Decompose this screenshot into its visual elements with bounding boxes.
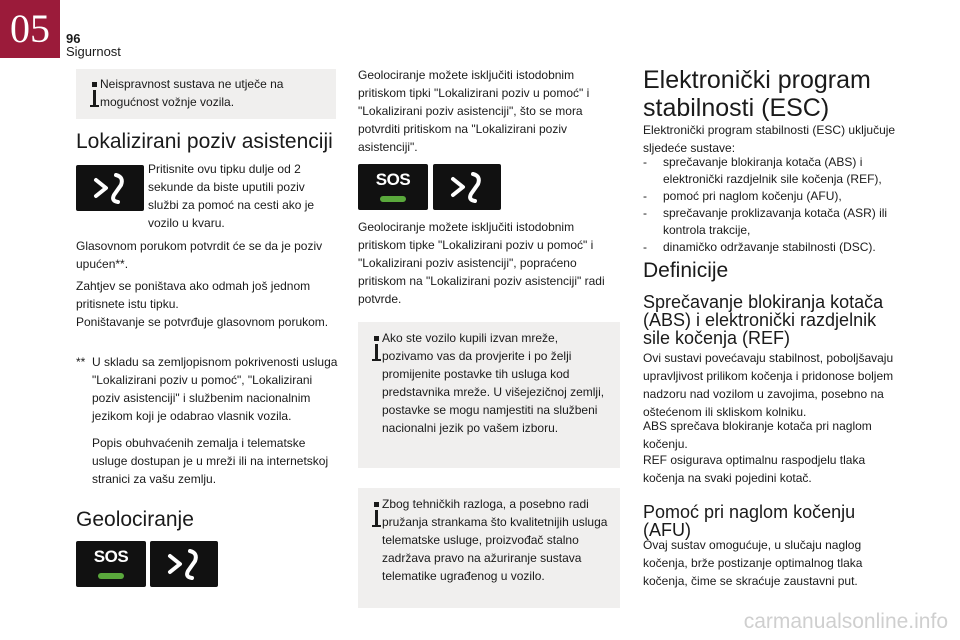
assistance-call-button-image: [76, 165, 144, 211]
heading-afu: Pomoć pri naglom kočenju (AFU): [643, 502, 856, 540]
sos-label: SOS: [93, 547, 129, 566]
info-note-abroad: [358, 322, 620, 468]
assistance-button-description: Pritisnite ovu tipku dulje od 2 sekunde da biste uputili poziv službi za pomoć na cesti ako je vozilo u kvaru.: [148, 162, 315, 230]
heading-abs-ref: Sprečavanje blokiranja kotača (ABS) i elektronički razdjelnik sile kočenja (REF): [643, 292, 884, 348]
abs-description-2: ABS sprečava blokiranje kotača pri naglom kočenju.: [643, 419, 872, 451]
list-item: - dinamičko održavanje stabilnosti (DSC).: [643, 240, 876, 254]
assistance-wrench-icon: [76, 165, 144, 211]
heading-definitions: Definicije: [643, 259, 729, 282]
assistance-wrench-icon: [433, 164, 501, 210]
sos-led-indicator: [380, 196, 406, 202]
assistance-button-image-3: [433, 164, 501, 210]
info-note-abroad-text: Ako ste vozilo kupili izvan mreže, pozivamo vas da provjerite i po želji promijenite postavke tih usluga kod predstavnika mreže. U višejezičnoj zemlji, postavke se mogu namjestiti na službeni nacionalni jezik po vašem izboru.: [382, 331, 605, 435]
info-note: [76, 69, 336, 119]
list-item: - pomoć pri naglom kočenju (AFU),: [643, 189, 842, 203]
geolocation-text-2: Geolociranje možete isključiti istodobnim pritiskom tipke "Lokalizirani poziv u pomoć" i "Lokalizirani poziv asistenciji", popraćeno pritiskom na "Lokalizirani poziv asistenciji" radi potvrde.: [358, 220, 605, 306]
heading-assistance-call: Lokalizirani poziv asistenciji: [76, 130, 333, 153]
info-note-text: Neispravnost sustava ne utječe na mogućnost vožnje vozila.: [100, 77, 284, 109]
sos-button-image: [76, 541, 146, 587]
cancel-text: Zahtjev se poništava ako odmah još jednom pritisnete istu tipku.: [76, 279, 311, 311]
esc-intro: Elektronički program stabilnosti (ESC) uključuje sljedeće sustave:: [643, 123, 896, 155]
sos-led-indicator: [98, 573, 124, 579]
voice-confirm-text: Glasovnom porukom potvrdit će se da je poziv upućen**.: [76, 239, 323, 271]
info-note-technical-text: Zbog tehničkih razloga, a posebno radi pružanja strankama što kvalitetnijih usluga telematske usluge, proizvođač stalno zadržava pravo na ažuriranje sustava telematike ugrađenog u vozilo.: [382, 497, 608, 583]
abs-description: Ovi sustavi povećavaju stabilnost, poboljšavaju upravljivost prilikom kočenja i pridonose boljem nadzoru nad vozilom u zavojima, posebno na oštećenom ili skliskom kolniku.: [643, 351, 894, 419]
assistance-wrench-icon: [150, 541, 218, 587]
section-name: Sigurnost: [66, 44, 121, 59]
watermark: carmanualsonline.info: [743, 610, 948, 633]
assistance-button-image-2: [150, 541, 218, 587]
list-item: - sprečavanje proklizavanja kotača (ASR) ili kontrola trakcije,: [643, 206, 888, 237]
footnote-marker: **: [76, 355, 86, 369]
sos-label: SOS: [375, 170, 411, 189]
info-note-technical: [358, 488, 620, 608]
heading-esc: Elektronički program stabilnosti (ESC): [643, 66, 871, 122]
ref-description: REF osigurava optimalnu raspodjelu tlaka kočenja na svaki pojedini kotač.: [643, 453, 866, 485]
footnote-text-2: Popis obuhvaćenih zemalja i telematske usluge dostupan je u mreži ili na internetskoj stranici za vašu zemlju.: [92, 436, 329, 486]
heading-geolocation: Geolociranje: [76, 508, 194, 531]
page-number: 96: [66, 31, 81, 46]
chapter-number-tab: 05: [0, 0, 60, 58]
geolocation-text-1: Geolociranje možete isključiti istodobnim pritiskom tipki "Lokalizirani poziv u pomoć" i "Lokalizirani poziv asistenciji", što se mora potvrditi pritiskom na "Lokalizirani poziv asistenciji".: [358, 68, 590, 154]
esc-systems-list: [643, 154, 909, 256]
cancel-confirm-text: Poništavanje se potvrđuje glasovnom porukom.: [76, 315, 329, 329]
list-item: - sprečavanje blokiranja kotača (ABS) i elektronički razdjelnik sile kočenja (REF),: [643, 155, 882, 186]
afu-description: Ovaj sustav omogućuje, u slučaju naglog kočenja, brže postizanje optimalnog tlaka kočenja, čime se skraćuje zaustavni put.: [643, 538, 863, 588]
footnote-text: U skladu sa zemljopisnom pokrivenosti usluga "Lokalizirani poziv u pomoć", "Lokalizirani poziv asistenciji" i službenim nacionalnim jezikom koji je odabrao vlasnik vozila.: [92, 355, 338, 423]
sos-button-image-2: [358, 164, 428, 210]
